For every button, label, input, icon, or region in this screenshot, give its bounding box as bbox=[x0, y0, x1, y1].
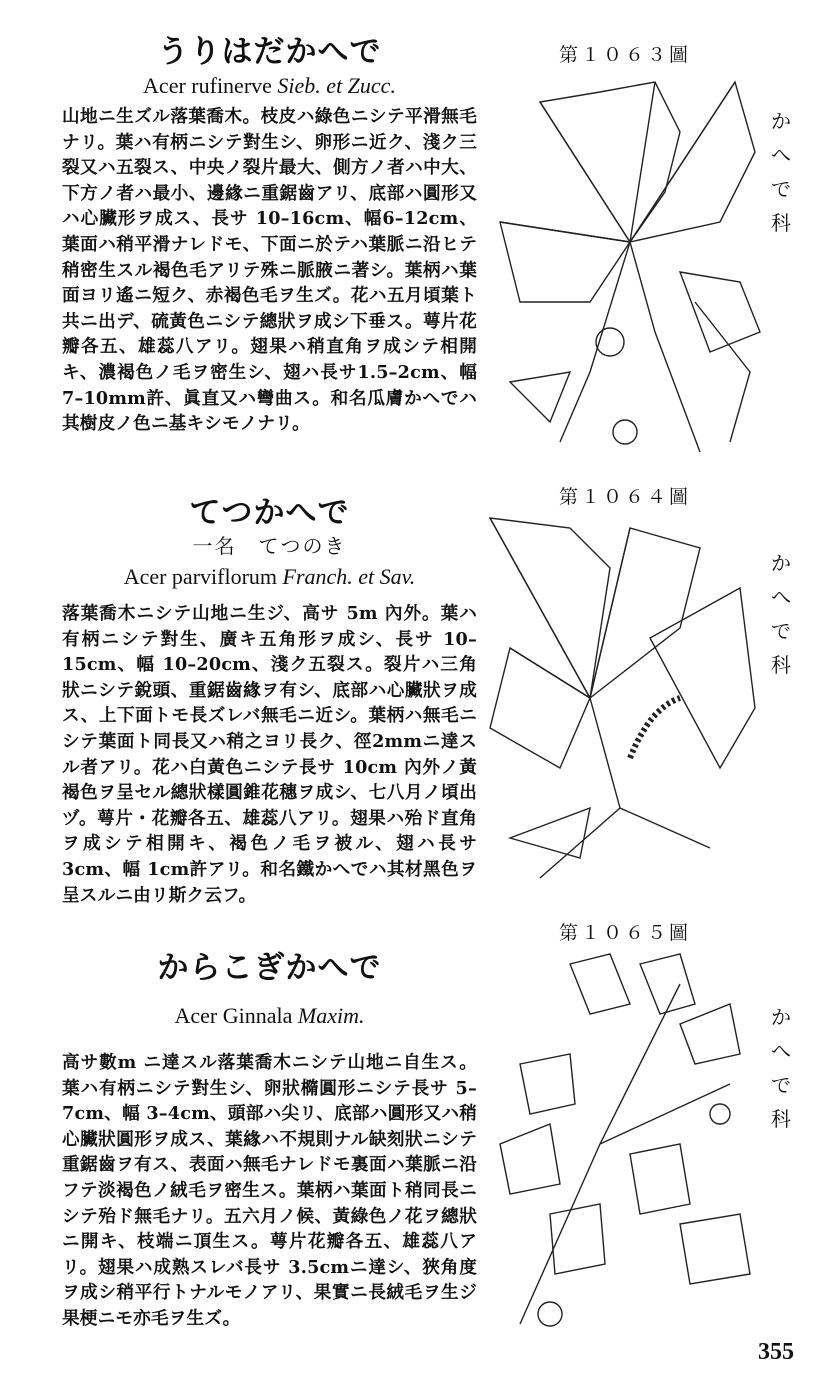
species-description: 山地ニ生ズル落葉喬木。枝皮ハ綠色ニシテ平滑無毛ナリ。葉ハ有柄ニシテ對生シ、卵形ニ近ク、淺ク三裂又ハ五裂ス、中央ノ裂片最大、側方ノ者ハ中大、下方ノ者ハ最小、邊緣ニ重鋸齒アリ、底部ハ圓形又ハ心臟形ヲ成ス、長サ 10–16cm、幅6–12cm、葉面ハ稍平滑ナレドモ、下面ニ於テハ葉脈ニ沿ヒテ稍密生スル褐色毛アリテ殊ニ脈腋ニ著シ。葉柄ハ葉面ヨリ遙ニ短ク、赤褐色毛ヲ生ズ。花ハ五月頃葉ト共ニ出デ、硫黃色ニシテ總狀ヲ成シ下垂ス。萼片花瓣各五、雄蕊八アリ。翅果ハ稍直角ヲ成シテ相開キ、濃褐色ノ毛ヲ密生シ、翅ハ長サ1.5–2cm、幅 7–10mm許、眞直又ハ彎曲ス。和名瓜膚かへでハ其樹皮ノ色ニ基キシモノナリ。 bbox=[62, 106, 477, 435]
japanese-name: うりはだかへで bbox=[157, 34, 382, 70]
scientific-name bbox=[62, 1002, 477, 1030]
scientific-genus: Acer rufinerve bbox=[143, 73, 272, 98]
page-number: 355 bbox=[758, 1339, 794, 1365]
species-description: 高サ數m ニ達スル落葉喬木ニシテ山地ニ自生ス。葉ハ有柄ニシテ對生シ、卵狀橢圓形ニシテ長サ 5–7cm、幅 3–4cm、頭部ハ尖リ、底部ハ圓形又ハ稍心臟狀圓形ヲ成ス、葉緣ハ不規則ナル缺刻狀ニシテ重鋸齒ヲ有ス、表面ハ無毛ナレドモ裏面ハ葉脈ニ沿フテ淡褐色ノ絨毛ヲ密生ス。葉柄ハ葉面ト稍同長ニシテ殆ド無毛ナリ。五六月ノ候、黃綠色ノ花ヲ總狀ニ開キ、枝端ニ頂生ス。萼片花瓣各五、雄蕊八アリ。翅果ハ成熟スレバ長サ 3.5cmニ達シ、狹角度ヲ成シ稍平行トナルモノアリ、果實ニ長絨毛ヲ生ジ果梗ニモ亦毛ヲ生ズ。 bbox=[62, 1052, 477, 1329]
figure-label: 第１０６５圖 bbox=[558, 923, 691, 944]
scientific-author: Franch. et Sav. bbox=[282, 564, 416, 589]
figure-label: 第１０６３圖 bbox=[558, 45, 691, 66]
scientific-author: Maxim. bbox=[297, 1003, 365, 1028]
family-label: かへで科 bbox=[771, 109, 791, 235]
figure-label: 第１０６４圖 bbox=[558, 487, 691, 508]
alias-name: 一名 てつのき bbox=[192, 534, 347, 558]
leaf-illustration bbox=[480, 72, 765, 462]
japanese-name: からこぎかへで bbox=[157, 950, 382, 986]
scientific-genus: Acer parviflorum bbox=[123, 564, 278, 589]
family-label: かへで科 bbox=[771, 1005, 791, 1131]
scientific-name bbox=[62, 72, 477, 100]
species-description: 落葉喬木ニシテ山地ニ生ジ、高サ 5m 內外。葉ハ有柄ニシテ對生、廣キ五角形ヲ成シ、長サ 10–15cm、幅 10–20cm、淺ク五裂ス。裂片ハ三角狀ニシテ銳頭、重鋸齒緣ヲ有シ、底部ハ心臟狀ヲ成ス、上下面トモ長ズレバ無毛ニ近シ。葉柄ハ無毛ニシテ葉面ト同長又ハ稍之ヨリ長ク、徑2mmニ達スル者アリ。花ハ白黃色ニシテ長サ 10cm 內外ノ黃褐色ヲ呈セル總狀樣圓錐花穗ヲ成シ、七八月ノ頃出ヅ。萼片・花瓣各五、雄蕊八アリ。翅果ハ殆ド直角ヲ成シテ相開キ、褐色ノ毛ヲ被ル、翅ハ長サ 3cm、幅 1cm許アリ。和名鐵かへでハ其材黑色ヲ呈スルニ由リ斯ク云フ。 bbox=[62, 603, 477, 906]
leaf-illustration bbox=[480, 508, 765, 898]
scientific-genus: Acer Ginnala bbox=[174, 1003, 293, 1028]
scientific-name bbox=[62, 563, 477, 591]
scientific-author: Sieb. et Zucc. bbox=[277, 73, 396, 98]
family-label: かへで科 bbox=[771, 551, 791, 677]
japanese-name: てつかへで bbox=[189, 495, 350, 531]
leaf-illustration bbox=[480, 944, 765, 1344]
